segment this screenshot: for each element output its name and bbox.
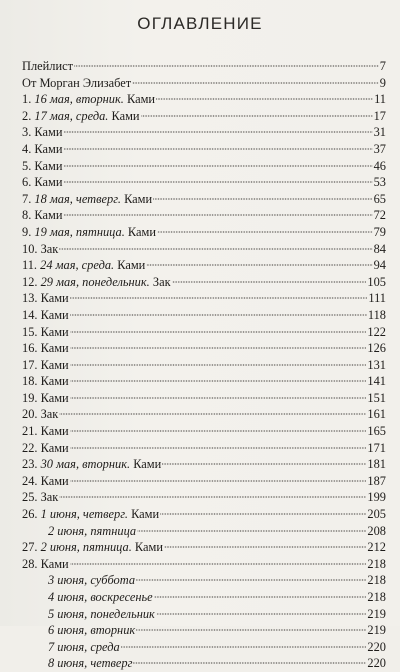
chapter-title: Ками: [40, 291, 69, 306]
chapter-date: 16 мая, вторник.: [34, 92, 124, 107]
chapter-title: Ками: [40, 556, 69, 571]
page-number: 165: [367, 424, 386, 439]
dot-leader: [70, 314, 367, 316]
toc-entry: [22, 639, 386, 656]
page-number: 220: [367, 639, 386, 654]
toc-entry-label: [22, 91, 155, 108]
toc-entry: [22, 357, 386, 374]
dot-leader: [59, 496, 366, 498]
dot-leader: [70, 380, 367, 382]
chapter-number: 27.: [22, 540, 41, 555]
page-number: 17: [373, 108, 386, 123]
toc-entry-label: [22, 290, 69, 307]
toc-entry: [22, 58, 386, 75]
page-number: 9: [379, 75, 386, 90]
toc-entry-label: [22, 108, 140, 125]
toc-entry: [22, 589, 386, 606]
toc-entry-label: [22, 75, 131, 92]
toc-entry-label: [22, 506, 159, 523]
dot-leader: [70, 480, 367, 482]
chapter-number: 12.: [22, 274, 41, 289]
dot-leader: [162, 463, 366, 465]
page-number: 218: [367, 556, 386, 571]
dot-leader: [63, 165, 372, 167]
page-number: 219: [367, 623, 386, 638]
toc-entry: [22, 158, 386, 175]
chapter-title: Ками: [108, 108, 140, 123]
chapter-title: Ками: [40, 473, 69, 488]
dot-leader: [154, 596, 367, 598]
toc-entry-label: [22, 440, 69, 457]
page-number: 199: [367, 490, 386, 505]
page-number: 65: [373, 191, 386, 206]
page-number: 126: [367, 341, 386, 356]
toc-entry: [22, 174, 386, 191]
dot-leader: [156, 98, 373, 100]
toc-entry: [22, 456, 386, 473]
chapter-date: 8 июня, четверг: [48, 656, 133, 671]
dot-leader: [157, 231, 373, 233]
chapter-number: 26.: [22, 507, 41, 522]
toc-entry: [22, 91, 386, 108]
chapter-number: 17.: [22, 357, 41, 372]
toc-entry: [22, 655, 386, 672]
toc-entry: [22, 207, 386, 224]
toc-entry: [22, 108, 386, 125]
toc-entry-label: [22, 340, 69, 357]
page-number: 161: [367, 407, 386, 422]
dot-leader: [70, 563, 367, 565]
page-number: 7: [379, 59, 386, 73]
dot-leader: [133, 662, 366, 664]
chapter-title: Зак: [149, 274, 171, 289]
page-number: 37: [373, 141, 386, 156]
chapter-title: Ками: [131, 540, 163, 555]
toc-entry-label: [22, 556, 69, 573]
page-number: 187: [367, 473, 386, 488]
dot-leader: [63, 181, 372, 183]
page-number: 31: [373, 125, 386, 140]
chapter-title: Ками: [34, 141, 63, 156]
chapter-number: 28.: [22, 556, 41, 571]
chapter-number: 15.: [22, 324, 41, 339]
chapter-number: 20.: [22, 407, 41, 422]
chapter-title: Зак: [40, 241, 59, 256]
chapter-title: Ками: [130, 457, 162, 472]
page-number: 205: [367, 507, 386, 522]
chapter-title: Ками: [40, 374, 69, 389]
chapter-title: Ками: [124, 224, 156, 239]
toc-entry: [22, 340, 386, 357]
chapter-title: Ками: [40, 390, 69, 405]
chapter-title: Ками: [34, 208, 63, 223]
chapter-title: Ками: [123, 92, 156, 107]
toc-entry-label: [22, 191, 152, 208]
toc-entry: [22, 622, 386, 639]
dot-leader: [63, 148, 372, 150]
chapter-title: От Морган Элизабет: [22, 75, 132, 90]
page-number: 122: [367, 324, 386, 339]
toc-entry-label: [22, 473, 69, 490]
chapter-date: 30 мая, вторник.: [40, 457, 131, 472]
dot-leader: [59, 413, 366, 415]
chapter-title: Ками: [114, 258, 146, 273]
page-number: 84: [373, 241, 386, 256]
chapter-title: Ками: [127, 507, 160, 522]
toc-entry: [22, 390, 386, 407]
chapter-number: 4.: [22, 141, 35, 156]
page-number: 94: [373, 258, 386, 273]
toc-entry: [22, 307, 386, 324]
page-number: 208: [367, 523, 386, 538]
toc-entry-label: [22, 224, 156, 241]
chapter-title: Ками: [120, 191, 153, 206]
toc-entry-label: [22, 307, 69, 324]
toc-entry: [22, 440, 386, 457]
toc-entry-label: [22, 406, 58, 423]
toc-entry: [22, 406, 386, 423]
dot-leader: [132, 82, 379, 84]
chapter-number: 23.: [22, 457, 41, 472]
toc-entry-label: [22, 456, 161, 473]
chapter-date: 6 июня, вторник: [48, 623, 136, 638]
chapter-number: 22.: [22, 440, 41, 455]
dot-leader: [141, 115, 373, 117]
chapter-number: 8.: [22, 208, 35, 223]
toc-entry: [22, 324, 386, 341]
dot-leader: [70, 397, 367, 399]
toc-entry: [22, 423, 386, 440]
toc-entry-label: [22, 174, 62, 191]
chapter-date: 2 июня, пятница.: [40, 540, 132, 555]
chapter-number: 2.: [22, 108, 35, 123]
page-number: 212: [367, 540, 386, 555]
page-number: 218: [367, 573, 386, 588]
page-number: 111: [368, 291, 386, 306]
toc-entry-label: [22, 207, 62, 224]
toc-entry-label: [22, 589, 153, 606]
chapter-date: 24 мая, среда.: [40, 258, 115, 273]
chapter-number: 7.: [22, 191, 35, 206]
page-number: 171: [367, 440, 386, 455]
chapter-number: 13.: [22, 291, 41, 306]
dot-leader: [121, 646, 367, 648]
chapter-number: 3.: [22, 125, 35, 140]
page-number: 181: [367, 457, 386, 472]
toc-entry-label: [22, 489, 58, 506]
page-number: 131: [367, 357, 386, 372]
page-number: 218: [367, 590, 386, 604]
toc-entry: [22, 506, 386, 523]
chapter-date: 7 июня, среда: [48, 639, 120, 654]
dot-leader: [63, 131, 372, 133]
toc-entry: [22, 141, 386, 158]
toc-entry: [22, 489, 386, 506]
chapter-title: Ками: [40, 307, 69, 322]
page-number: 220: [367, 656, 386, 671]
dot-leader: [70, 447, 367, 449]
page-number: 46: [373, 158, 386, 173]
toc-entry-label: [22, 655, 132, 672]
toc-entry-label: [22, 539, 163, 556]
dot-leader: [70, 347, 367, 349]
page-number: 219: [367, 606, 386, 621]
toc-entry: [22, 290, 386, 307]
dot-leader: [70, 297, 368, 299]
dot-leader: [156, 613, 367, 615]
page-number: 105: [367, 274, 386, 289]
toc-entry: [22, 473, 386, 490]
dot-leader: [70, 331, 367, 333]
dot-leader: [70, 430, 367, 432]
toc-entry-label: [22, 58, 73, 75]
toc-entry: [22, 75, 386, 92]
chapter-title: Зак: [40, 407, 59, 422]
chapter-title: Ками: [34, 125, 63, 140]
dot-leader: [164, 546, 366, 548]
chapter-title: Ками: [34, 175, 63, 190]
chapter-date: 3 июня, суббота: [48, 573, 136, 588]
toc-entry-label: [22, 357, 69, 374]
toc-entry-label: [22, 390, 69, 407]
chapter-date: 2 июня, пятница: [48, 523, 137, 538]
chapter-title: Ками: [40, 440, 69, 455]
table-of-contents: [22, 58, 386, 672]
chapter-number: 11.: [22, 258, 41, 273]
chapter-number: 21.: [22, 424, 41, 439]
toc-entry: [22, 539, 386, 556]
toc-entry-label: [22, 124, 62, 141]
page-number: 141: [367, 374, 386, 389]
dot-leader: [136, 579, 366, 581]
chapter-number: 5.: [22, 158, 35, 173]
toc-entry: [22, 257, 386, 274]
chapter-date: 18 мая, четверг.: [34, 191, 121, 206]
toc-entry: [22, 572, 386, 589]
toc-entry-label: [22, 141, 62, 158]
toc-entry: [22, 373, 386, 390]
toc-entry-label: [22, 572, 135, 589]
chapter-number: 25.: [22, 490, 41, 505]
chapter-title: Ками: [40, 357, 69, 372]
toc-entry-label: [22, 158, 62, 175]
page-number: 11: [374, 92, 386, 107]
dot-leader: [63, 214, 372, 216]
page-number: 53: [373, 175, 386, 190]
toc-entry-label: [22, 606, 155, 623]
dot-leader: [136, 629, 366, 631]
page-number: 79: [373, 224, 386, 239]
dot-leader: [146, 264, 372, 266]
dot-leader: [74, 65, 379, 67]
chapter-number: 6.: [22, 175, 35, 190]
toc-entry: [22, 224, 386, 241]
dot-leader: [59, 248, 372, 250]
page-number: 72: [373, 208, 386, 223]
dot-leader: [137, 530, 366, 532]
chapter-date: 1 июня, четверг.: [40, 507, 128, 522]
chapter-date: 4 июня, воскресенье: [48, 590, 153, 604]
chapter-title: Ками: [40, 424, 69, 439]
chapter-number: 19.: [22, 390, 41, 405]
toc-entry-label: [22, 639, 120, 656]
toc-entry: [22, 523, 386, 540]
toc-entry: [22, 606, 386, 623]
chapter-date: 5 июня, понедельник: [48, 606, 155, 621]
chapter-date: 17 мая, среда.: [34, 108, 109, 123]
chapter-number: 18.: [22, 374, 41, 389]
toc-entry: [22, 241, 386, 258]
toc-entry: [22, 274, 386, 291]
chapter-number: 10.: [22, 241, 41, 256]
chapter-number: 1.: [22, 92, 35, 107]
chapter-title: Ками: [40, 324, 69, 339]
chapter-date: 29 мая, понедельник.: [40, 274, 150, 289]
chapter-title: Ками: [34, 158, 63, 173]
toc-entry-label: [22, 324, 69, 341]
toc-entry-label: [22, 241, 58, 258]
toc-entry: [22, 124, 386, 141]
chapter-title: Ками: [40, 341, 69, 356]
toc-entry-label: [22, 423, 69, 440]
toc-entry-label: [22, 373, 69, 390]
dot-leader: [172, 281, 367, 283]
toc-entry: [22, 191, 386, 208]
chapter-number: 24.: [22, 473, 41, 488]
page-number: 118: [367, 307, 386, 322]
chapter-number: 9.: [22, 224, 35, 239]
chapter-date: 19 мая, пятница.: [34, 224, 125, 239]
dot-leader: [153, 198, 372, 200]
chapter-number: 14.: [22, 307, 41, 322]
toc-entry: [22, 556, 386, 573]
dot-leader: [70, 364, 367, 366]
page-title: ОГЛАВЛЕНИЕ: [137, 14, 263, 33]
toc-entry-label: [22, 274, 171, 291]
page-number: 151: [367, 390, 386, 405]
chapter-title: Зак: [40, 490, 59, 505]
dot-leader: [160, 513, 366, 515]
toc-entry-label: [22, 257, 145, 274]
toc-entry-label: [22, 622, 135, 639]
toc-entry-label: [22, 523, 136, 540]
chapter-number: 16.: [22, 341, 41, 356]
chapter-title: Плейлист: [22, 59, 73, 73]
